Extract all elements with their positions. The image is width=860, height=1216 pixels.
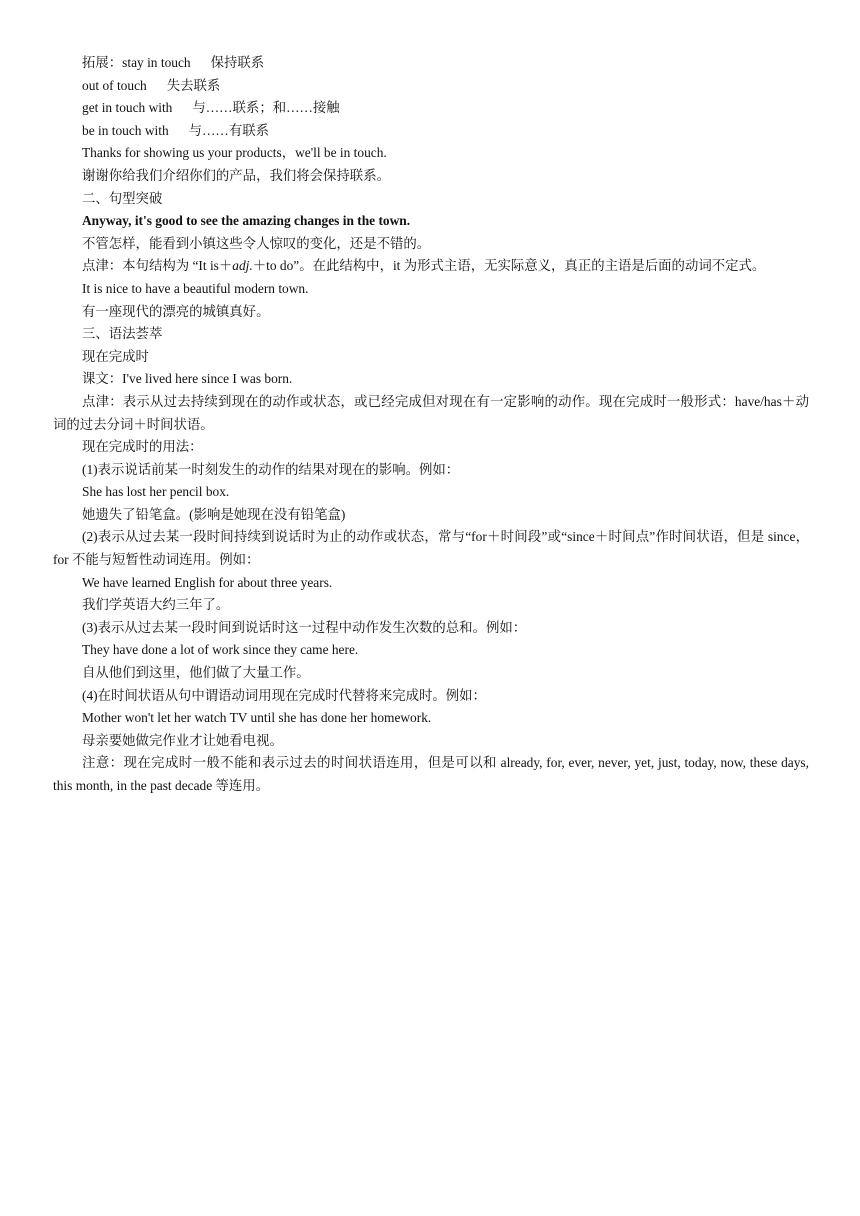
usage-2-desc: (2)表示从过去某一段时间持续到说话时为止的动作或状态，常与“for＋时间段”或“since＋时间点”作时间状语，但是 since，for 不能与短暂性动词连用。例如： — [53, 529, 809, 568]
grammar-topic: 现在完成时 — [82, 348, 149, 364]
phrase-zh: 与……有联系 — [188, 122, 269, 138]
usage-3-example-zh: 自从他们到这里，他们做了大量工作。 — [82, 665, 310, 681]
sentence-note-part1: 点津：本句结构为 “It is＋ — [82, 258, 233, 274]
sentence-example-zh: 有一座现代的漂亮的城镇真好。 — [82, 303, 270, 319]
sentence-note — [53, 255, 809, 278]
extension-example-zh: 谢谢你给我们介绍你们的产品，我们将会保持联系。 — [82, 167, 390, 183]
key-sentence-en: Anyway, it's good to see the amazing changes in the town. — [82, 213, 411, 229]
phrase-en: be in touch with — [82, 122, 169, 138]
usage-1-example-en: She has lost her pencil box. — [82, 484, 230, 500]
sentence-note-part2: ＋to do”。在此结构中，it 为形式主语，无实际意义，真正的主语是后面的动词不定式。 — [252, 258, 766, 274]
extension-item-4 — [53, 120, 809, 143]
extension-label: 拓展： — [82, 55, 123, 70]
phrase-en: stay in touch — [122, 55, 191, 70]
caution-note: 注意：现在完成时一般不能和表示过去的时间状语连用，但是可以和 already, for, ever, never, yet, just, today, now, these days, this month, in the past decade 等连用。 — [53, 755, 809, 793]
usage-title: 现在完成时的用法： — [82, 439, 203, 455]
document-page — [53, 52, 809, 798]
usage-1-example-zh: 她遗失了铅笔盒。(影响是她现在没有铅笔盒) — [82, 506, 346, 522]
phrase-zh: 与……联系；和……接触 — [192, 100, 340, 116]
phrase-en: out of touch — [82, 77, 147, 93]
extension-example-en: Thanks for showing us your products，we'll be in touch. — [82, 145, 387, 161]
extension-item-3 — [53, 97, 809, 120]
phrase-zh: 失去联系 — [166, 77, 221, 93]
phrase-en: get in touch with — [82, 100, 173, 116]
section2-heading: 二、句型突破 — [82, 190, 163, 206]
usage-2-example-zh: 我们学英语大约三年了。 — [82, 597, 230, 613]
sentence-example-en: It is nice to have a beautiful modern town. — [82, 280, 309, 296]
phrase-zh: 保持联系 — [210, 55, 265, 70]
grammar-note: 点津：表示从过去持续到现在的动作或状态，或已经完成但对现在有一定影响的动作。现在完成时一般形式：have/has＋动词的过去分词＋时间状语。 — [53, 393, 809, 432]
usage-1-desc: (1)表示说话前某一时刻发生的动作的结果对现在的影响。例如： — [82, 461, 460, 477]
usage-3-desc: (3)表示从过去某一段时间到说话时这一过程中动作发生次数的总和。例如： — [82, 619, 527, 635]
extension-item-1 — [53, 52, 809, 75]
key-sentence-zh: 不管怎样，能看到小镇这些令人惊叹的变化，还是不错的。 — [82, 235, 431, 251]
text-example: 课文：I've lived here since I was born. — [82, 371, 293, 387]
extension-item-2 — [53, 75, 809, 98]
section3-heading: 三、语法荟萃 — [82, 326, 163, 342]
usage-2-example-en: We have learned English for about three years. — [82, 574, 333, 590]
usage-4-desc: (4)在时间状语从句中谓语动词用现在完成时代替将来完成时。例如： — [82, 687, 486, 703]
usage-4-example-zh: 母亲要她做完作业才让她看电视。 — [82, 732, 283, 748]
sentence-note-adj: adj. — [232, 258, 253, 274]
usage-4-example-en: Mother won't let her watch TV until she has done her homework. — [82, 710, 432, 726]
usage-3-example-en: They have done a lot of work since they came here. — [82, 642, 359, 658]
